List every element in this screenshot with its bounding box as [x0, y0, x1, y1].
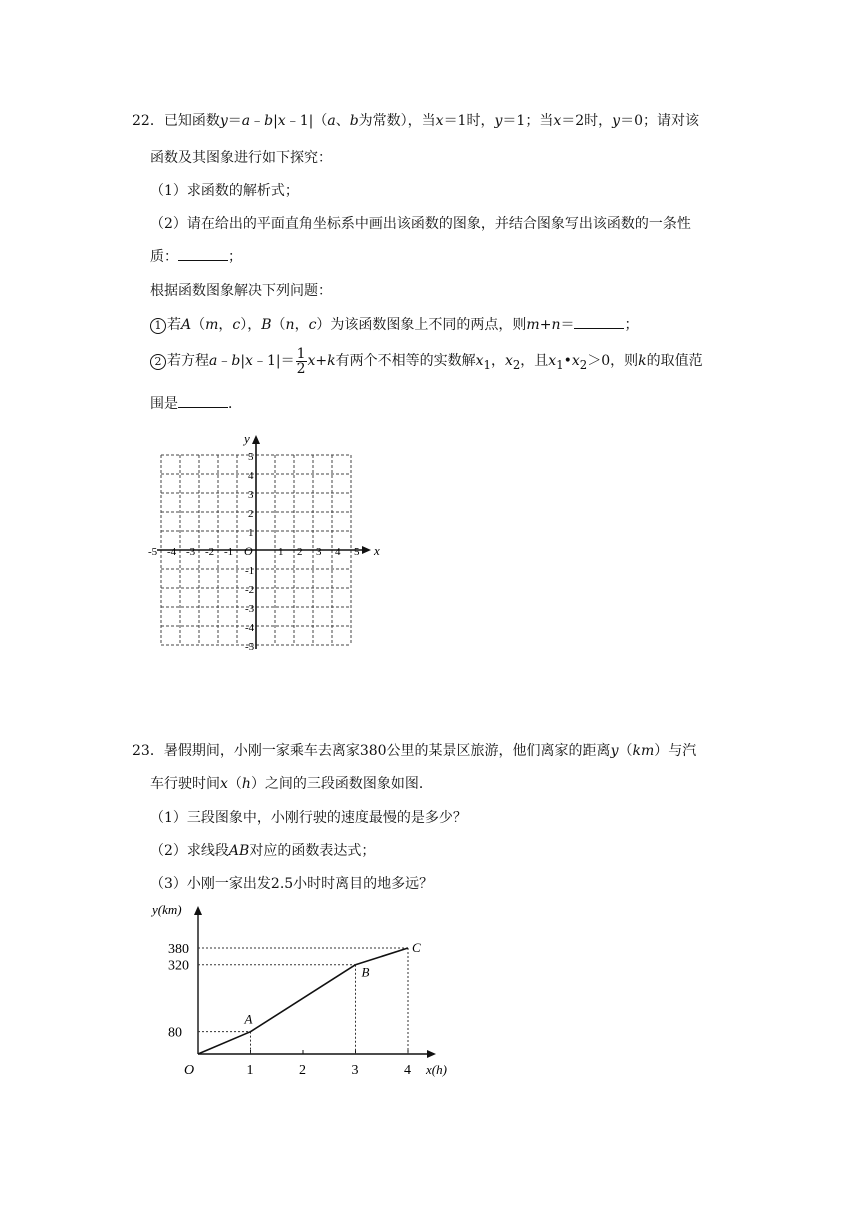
y-tick-label: 1: [248, 527, 254, 539]
y-tick-label: -1: [245, 565, 255, 577]
x-tick-label: 2: [297, 546, 303, 558]
x-axis-arrow: [427, 1050, 436, 1058]
q22-part-2: （2）请在给出的平面直角坐标系中画出该函数的图象，并结合图象写出该函数的一条性: [150, 216, 691, 232]
y-tick-label: -3: [245, 603, 255, 615]
y-tick-label: 5: [248, 451, 254, 463]
y-tick-label: 80: [168, 1025, 182, 1041]
x-tick-label: 3: [351, 1063, 359, 1078]
circled-number: 1: [150, 318, 166, 334]
q22-part-2-cont: 质： ；: [150, 249, 242, 265]
fraction: $\frac{1}{2}$: [296, 345, 306, 377]
point-label: A: [244, 1011, 253, 1027]
answer-blank: [574, 315, 624, 329]
y-tick-label: 4: [248, 470, 254, 482]
q22-line-2: 函数及其图象进行如下探究：: [150, 150, 332, 166]
x-tick-label: 4: [404, 1063, 411, 1078]
x-tick-label: 3: [316, 546, 322, 558]
y-tick-label: -2: [245, 584, 255, 596]
answer-blank: [178, 247, 228, 261]
coordinate-grid: [148, 422, 388, 658]
circled-number: 2: [150, 354, 166, 370]
y-tick-label: -5: [245, 641, 255, 653]
point-label: C: [412, 940, 421, 955]
q23-part-1: （1）三段图象中，小刚行驶的速度最慢的是多少？: [150, 810, 467, 826]
x-tick-label: 4: [335, 546, 341, 558]
distance-time-chart: [140, 900, 447, 1080]
x-tick-label: -2: [205, 546, 215, 558]
q22-sub-1: 1 若A（m，c），B（n，c）为该函数图象上不同的两点，则m+n＝ ；: [150, 315, 638, 335]
x-tick-label: -3: [186, 546, 196, 558]
x-tick-label: 1: [278, 546, 284, 558]
x-tick-label: -4: [167, 546, 177, 558]
x-axis-label: x: [374, 543, 380, 558]
point-label: B: [361, 964, 370, 980]
y-axis-label: y(km): [152, 902, 182, 917]
q22-line-1: 22．已知函数y＝a﹣b|x﹣1|（a、b为常数），当x＝1时，y＝1；当x＝2时，y＝0；请对该: [132, 113, 699, 129]
x-axis-arrow: [362, 546, 371, 554]
q23-line-1: 23．暑假期间，小刚一家乘车去离家380公里的某景区旅游，他们离家的距离y（km）与汽: [132, 743, 697, 759]
question-number: 23．: [132, 743, 164, 759]
q22-solve-intro: 根据函数图象解决下列问题：: [150, 283, 332, 299]
q22-sub-2: 2 若方程a﹣b|x﹣1|＝ $\frac{1}{2}$ x+k有两个不相等的实数解$x_1$，$x_2$，且$x_1•x_2>0$，则k的取值范: [150, 346, 703, 380]
axes: [157, 435, 371, 649]
x-tick-label: 1: [246, 1063, 254, 1078]
x-tick-label: -1: [224, 546, 234, 558]
y-tick-label: 380: [168, 942, 189, 957]
q23-part-3: （3）小刚一家出发2.5小时时离目的地多远？: [150, 876, 434, 892]
y-tick-label: -4: [245, 622, 255, 634]
q22-part-1: （1）求函数的解析式；: [150, 183, 299, 199]
origin-label: O: [184, 1063, 195, 1078]
q22-sub-2-cont: 围是 ．: [150, 396, 242, 412]
tick-labels: [148, 431, 380, 653]
x-tick-label: -5: [148, 546, 158, 558]
y-axis-arrow: [252, 435, 260, 444]
y-tick-label: 3: [248, 489, 254, 501]
answer-blank: [178, 394, 228, 408]
x-tick-label: 2: [299, 1063, 306, 1078]
chart-plot: [150, 902, 447, 1078]
series-segment: [356, 948, 409, 965]
x-tick-label: 5: [354, 546, 360, 558]
y-axis-arrow: [194, 906, 202, 915]
q23-part-2: （2）求线段AB对应的函数表达式；: [150, 843, 376, 859]
y-axis-label: y: [244, 431, 250, 446]
series-segment: [251, 965, 356, 1032]
x-axis-label: x(h): [426, 1062, 447, 1077]
series-segment: [198, 1032, 251, 1054]
origin-label: O: [244, 544, 253, 558]
y-tick-label: 2: [248, 508, 254, 520]
q23-line-2: 车行驶时间x（h）之间的三段函数图象如图．: [150, 776, 433, 792]
y-tick-label: 320: [168, 958, 189, 974]
question-number: 22．: [132, 113, 164, 129]
